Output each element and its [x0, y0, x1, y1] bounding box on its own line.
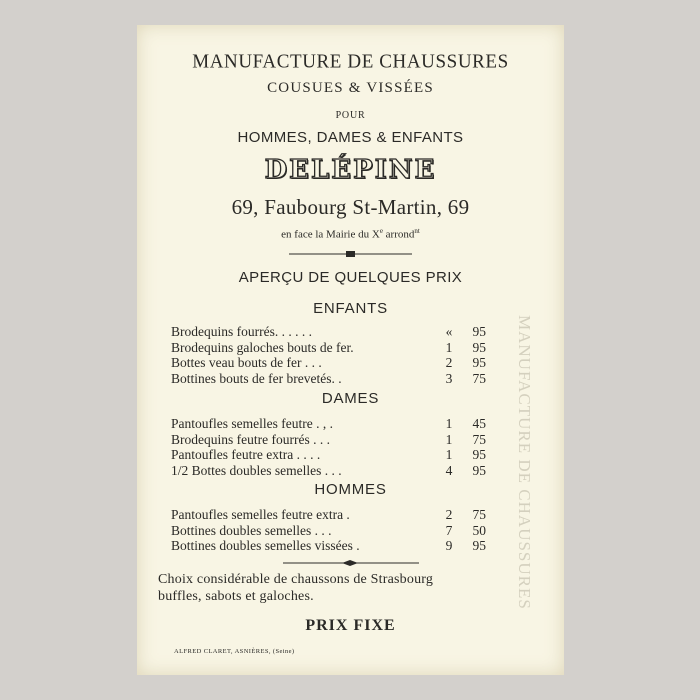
- prices-title: APERÇU DE QUELQUES PRIX: [238, 269, 463, 286]
- ornament-divider-bottom: [137, 558, 564, 568]
- item-label: Bottines doubles semelles . . .: [171, 522, 332, 538]
- price-row: [171, 432, 511, 448]
- address: 69, Faubourg St-Martin, 69: [231, 195, 470, 219]
- item-francs: 2: [445, 355, 453, 370]
- price-row: [171, 324, 511, 340]
- header-line-clientele: HOMMES, DAMES & ENFANTS: [237, 129, 464, 146]
- price-row: [171, 507, 511, 523]
- item-cents: 75: [472, 370, 486, 386]
- item-francs: «: [445, 324, 453, 339]
- price-row: [171, 447, 511, 463]
- assortment-line-1: Choix considérable de chaussons de Strasbourg: [158, 572, 434, 587]
- item-label: 1/2 Bottes doubles semelles . . .: [171, 462, 342, 478]
- item-label: Bottines bouts de fer brevetés. .: [171, 370, 342, 386]
- item-cents: 95: [472, 339, 486, 355]
- item-label: Pantoufles semelles feutre . , .: [171, 416, 333, 431]
- item-cents: 95: [472, 447, 486, 462]
- item-cents: 50: [472, 522, 486, 538]
- header-line-pour: POUR: [335, 110, 366, 121]
- item-cents: 95: [472, 355, 486, 370]
- header-line-cousues: COUSUES & VISSÉES: [267, 80, 434, 96]
- item-francs: 1: [445, 447, 453, 462]
- item-cents: 95: [472, 538, 486, 553]
- price-list-enfants: [171, 324, 511, 386]
- item-cents: 45: [472, 416, 486, 431]
- item-francs: 2: [445, 507, 453, 522]
- item-francs: 9: [445, 538, 453, 553]
- item-label: Brodequins fourrés. . . . . .: [171, 324, 312, 339]
- item-label: Pantoufles feutre extra . . . .: [171, 447, 321, 462]
- price-row: [171, 523, 511, 539]
- item-francs: 4: [445, 462, 453, 478]
- item-label: Bottes veau bouts de fer . . .: [171, 355, 322, 370]
- item-francs: 1: [445, 339, 453, 355]
- item-label: Brodequins feutre fourrés . . .: [171, 431, 330, 447]
- item-label: Bottines doubles semelles vissées .: [171, 538, 360, 553]
- item-francs: 7: [445, 522, 453, 538]
- item-francs: 3: [445, 370, 453, 386]
- header-line-manufacture: MANUFACTURE DE CHAUSSURES: [192, 50, 509, 73]
- price-row: [171, 355, 511, 371]
- item-cents: 75: [472, 431, 486, 447]
- price-row: [171, 371, 511, 387]
- item-francs: 1: [445, 416, 453, 431]
- item-cents: 95: [472, 462, 486, 478]
- item-francs: 1: [445, 431, 453, 447]
- price-row: [171, 416, 511, 432]
- section-title-enfants: ENFANTS: [313, 300, 388, 317]
- assortment-line-2: buffles, sabots et galoches.: [158, 589, 314, 604]
- item-label: Brodequins galoches bouts de fer.: [171, 339, 354, 355]
- price-row: [171, 463, 511, 479]
- price-list-hommes: [171, 507, 511, 554]
- item-label: Pantoufles semelles feutre extra .: [171, 507, 350, 522]
- item-cents: 95: [472, 324, 486, 339]
- assortment-note: [158, 571, 433, 605]
- section-title-dames: DAMES: [321, 390, 380, 407]
- item-cents: 75: [472, 507, 486, 522]
- bleed-through-text: MANUFACTURE DE CHAUSSURES: [515, 315, 534, 610]
- location-note: en face la Mairie du Xe arrond$^{nt}$: [281, 227, 420, 241]
- brand-name: DELÉPINE: [264, 155, 437, 185]
- trade-card: [137, 25, 564, 675]
- price-list-dames: [171, 416, 511, 478]
- price-row: [171, 340, 511, 356]
- prix-fixe: PRIX FIXE: [305, 617, 396, 634]
- section-title-hommes: HOMMES: [314, 481, 387, 498]
- ornament-divider-top: [137, 249, 564, 259]
- price-row: [171, 538, 511, 554]
- printer-credit: ALFRED CLARET, ASNIÈRES, (Seine): [174, 648, 295, 655]
